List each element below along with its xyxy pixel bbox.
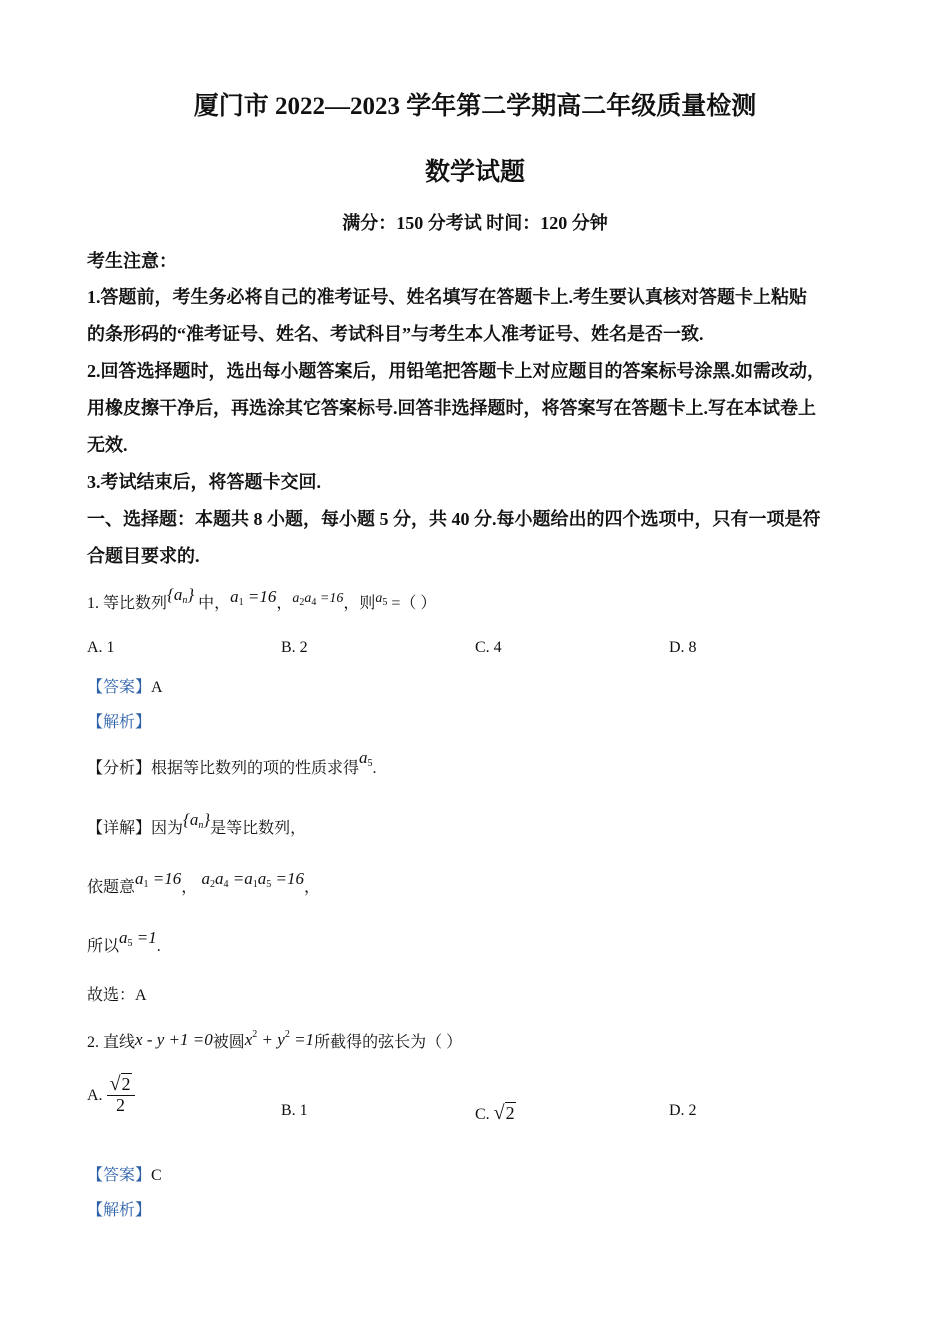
q1-analysis-tag: 【解析】 — [87, 714, 152, 731]
sqrt2-over-2-fraction: $\frac{√2}{2}$ — [107, 1073, 135, 1116]
notice-item-2-line-3: 无效. — [87, 435, 128, 455]
q1-option-a: A. 1 — [87, 639, 115, 656]
exam-meta: 满分：150 分考试 时间：120 分钟 — [342, 213, 608, 233]
q1-choose: 故选：A — [87, 987, 147, 1004]
q2-option-a: A. $\frac{√2}{2}$ — [87, 1075, 135, 1118]
section-1-line-1: 一、选择题：本题共 8 小题，每小题 5 分，共 40 分.每小题给出的四个选项中，只有一项是符 — [87, 509, 821, 529]
section-1-line-2: 合题目要求的. — [87, 546, 200, 566]
question-2: 2. 直线x - y +1 =0被圆$x^2 + y^2 =1$所截得的弦长为（ ） — [87, 1029, 463, 1051]
q1-detail-2: 依题意$a_1 =16$， $a_2a_4 =a_1a_5 =16$， — [87, 869, 320, 896]
q1-answer: 【答案】A — [87, 679, 163, 696]
q1-detail-3: 所以$a_5 =1$. — [87, 928, 161, 955]
notice-item-3: 3.考试结束后，将答题卡交回. — [87, 472, 321, 492]
notice-heading: 考生注意： — [87, 251, 177, 271]
q1-fenxi: 【分析】根据等比数列的项的性质求得$a_5$. — [87, 748, 377, 777]
q2-option-d: D. 2 — [669, 1102, 697, 1119]
notice-item-1-line-1: 1.答题前，考生务必将自己的准考证号、姓名填写在答题卡上.考生要认真核对答题卡上粘贴 — [87, 287, 807, 307]
q2-analysis-tag: 【解析】 — [87, 1202, 152, 1219]
q2-option-c: C. √2 — [475, 1102, 515, 1124]
page-title: 厦门市 2022—2023 学年第二学期高二年级质量检测 — [193, 93, 757, 120]
q1-option-c: C. 4 — [475, 639, 502, 656]
q1-detail-1: 【详解】因为$\{a_n\}$是等比数列， — [87, 810, 307, 837]
notice-item-1-line-2: 的条形码的“准考证号、姓名、考试科目”与考生本人准考证号、姓名是否一致. — [87, 324, 704, 344]
q1-option-d: D. 8 — [669, 639, 697, 656]
notice-item-2-line-2: 用橡皮擦干净后，再选涂其它答案标号.回答非选择题时，将答案写在答题卡上.写在本试卷上 — [87, 398, 816, 418]
notice-item-2-line-1: 2.回答选择题时，选出每小题答案后，用铅笔把答题卡上对应题目的答案标号涂黑.如需改动， — [87, 361, 825, 381]
question-1: 1. 等比数列$\{a_n\}$ 中，$a_1 =16$，$a_2a_4 =16$，则$a_5$ =（ ） — [87, 585, 437, 612]
q1-option-b: B. 2 — [281, 639, 308, 656]
q2-answer: 【答案】C — [87, 1167, 162, 1184]
subject-title: 数学试题 — [424, 159, 525, 186]
q2-option-b: B. 1 — [281, 1102, 308, 1119]
